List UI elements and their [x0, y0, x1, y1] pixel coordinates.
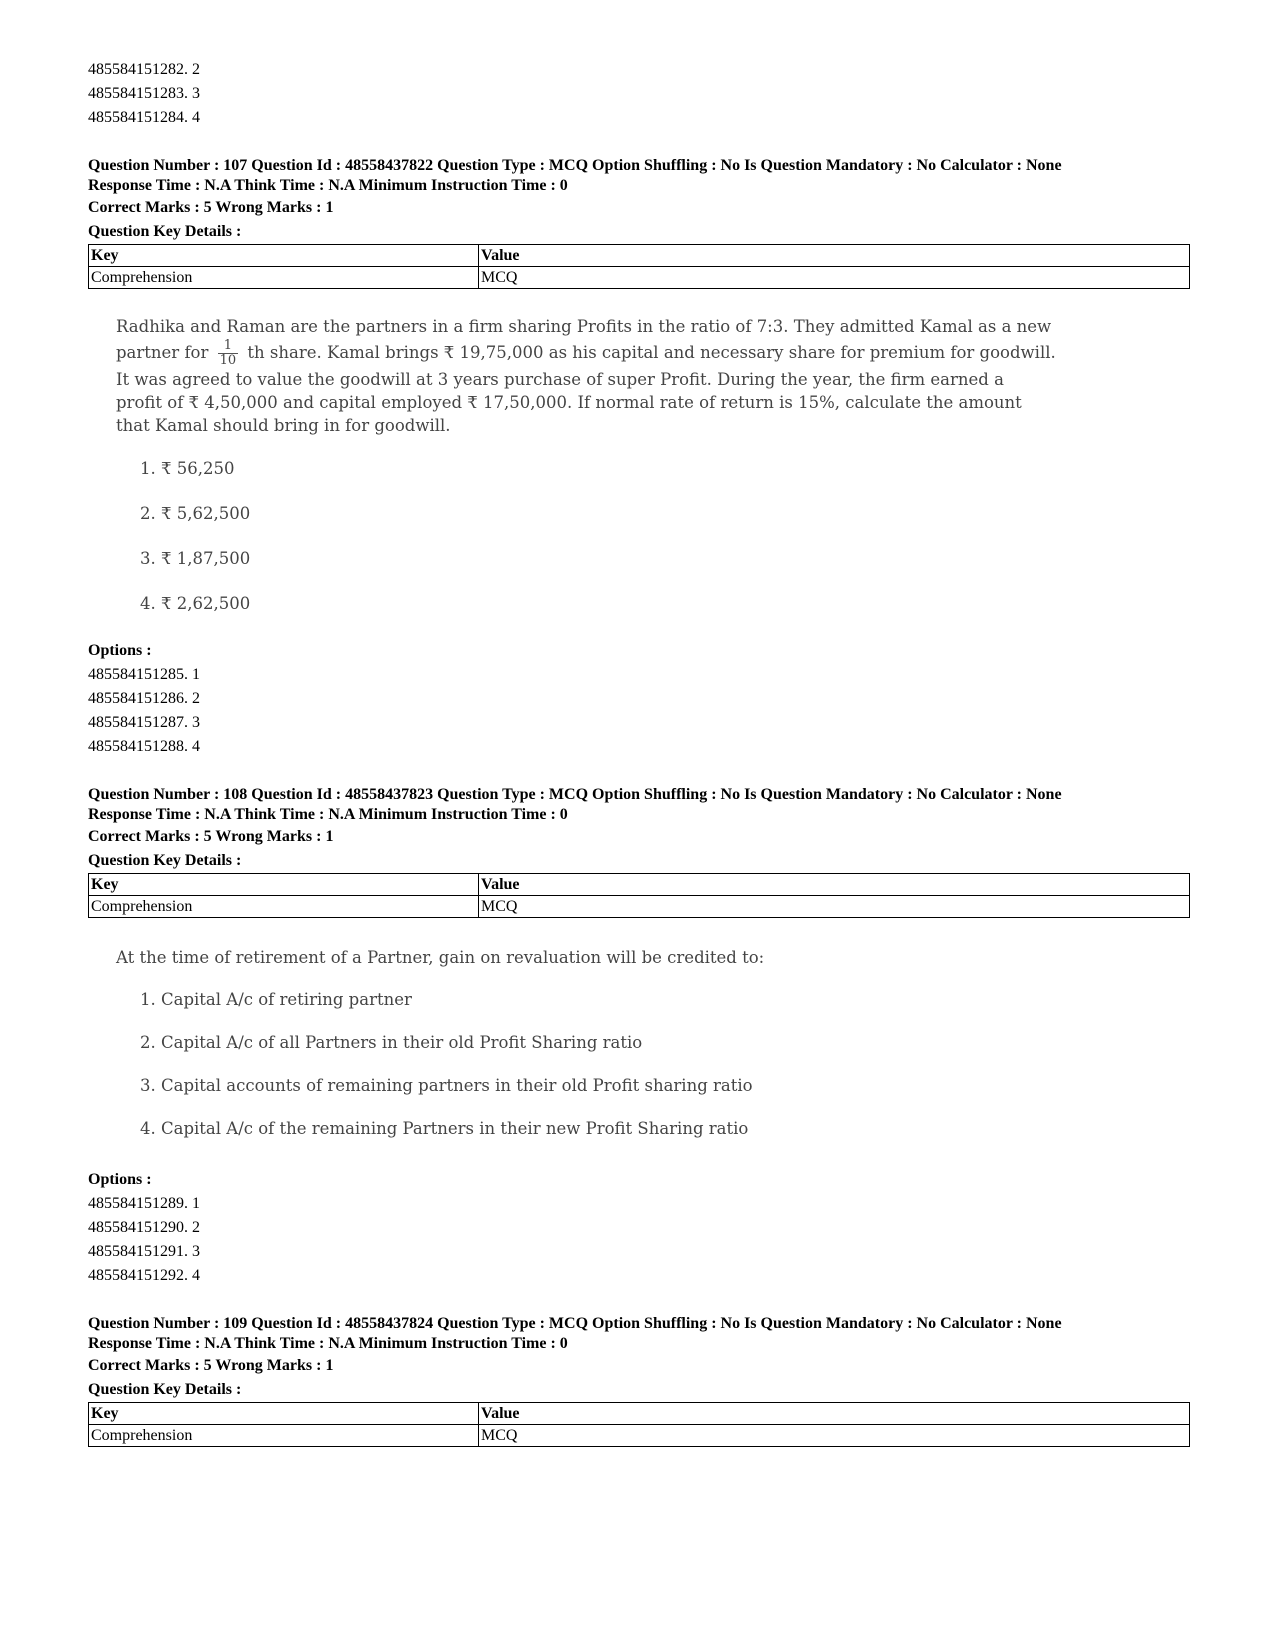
option-line: 485584151292. 4	[88, 1267, 200, 1284]
marks-line: Correct Marks : 5 Wrong Marks : 1	[88, 199, 334, 216]
table-header-value: Value	[479, 874, 1190, 896]
table-cell-key: Comprehension	[89, 896, 479, 918]
key-details-table	[88, 244, 1190, 289]
choice-item: 3. ₹ 1,87,500	[140, 549, 251, 568]
options-label: Options :	[88, 1171, 152, 1188]
table-cell-key: Comprehension	[89, 267, 479, 289]
option-line: 485584151291. 3	[88, 1243, 200, 1260]
fraction	[218, 339, 239, 368]
table-cell-value: MCQ	[479, 896, 1190, 918]
table-header-value: Value	[479, 1403, 1190, 1425]
table-cell-value: MCQ	[479, 267, 1190, 289]
table-header-key: Key	[89, 874, 479, 896]
question-text-line: Radhika and Raman are the partners in a firm sharing Profits in the ratio of 7:3. They admitted Kamal as a new	[116, 317, 1052, 336]
question-block-107	[88, 156, 1188, 759]
option-line: 485584151289. 1	[88, 1195, 200, 1212]
marks-line: Correct Marks : 5 Wrong Marks : 1	[88, 1357, 334, 1374]
question-header-line1: Question Number : 108 Question Id : 48558437823 Question Type : MCQ Option Shuffling : No Is Question Mandatory : No Calculator : None	[88, 786, 1062, 803]
options-label: Options :	[88, 642, 152, 659]
key-details-table	[88, 873, 1190, 918]
question-text-segment: partner for	[116, 343, 209, 362]
question-text-line: that Kamal should bring in for goodwill.	[116, 416, 451, 435]
question-text-line: profit of ₹ 4,50,000 and capital employed ₹ 17,50,000. If normal rate of return is 15%, calculate the amount	[116, 393, 1022, 412]
option-line: 485584151283. 3	[88, 85, 200, 102]
question-text-image	[116, 315, 1188, 615]
question-text-line: It was agreed to value the goodwill at 3 years purchase of super Profit. During the year, the firm earned a	[116, 370, 1004, 389]
previous-options-list	[88, 58, 1188, 130]
key-details-label: Question Key Details :	[88, 852, 242, 869]
question-header-line2: Response Time : N.A Think Time : N.A Minimum Instruction Time : 0	[88, 177, 568, 194]
question-text-line: At the time of retirement of a Partner, gain on revaluation will be credited to:	[116, 948, 765, 967]
question-header-line2: Response Time : N.A Think Time : N.A Minimum Instruction Time : 0	[88, 1335, 568, 1352]
question-text-line	[116, 338, 1188, 368]
question-block-108	[88, 785, 1188, 1288]
option-line: 485584151284. 4	[88, 109, 200, 126]
choice-item: 4. Capital A/c of the remaining Partners in their new Profit Sharing ratio	[140, 1119, 749, 1138]
question-text-image	[116, 946, 1188, 1140]
question-choices	[140, 458, 1188, 615]
question-header-line1: Question Number : 109 Question Id : 48558437824 Question Type : MCQ Option Shuffling : No Is Question Mandatory : No Calculator : None	[88, 1315, 1062, 1332]
option-line: 485584151288. 4	[88, 738, 200, 755]
table-header-key: Key	[89, 1403, 479, 1425]
choice-item: 1. Capital A/c of retiring partner	[140, 990, 412, 1009]
option-line: 485584151285. 1	[88, 666, 200, 683]
option-line: 485584151282. 2	[88, 61, 200, 78]
option-line: 485584151287. 3	[88, 714, 200, 731]
key-details-label: Question Key Details :	[88, 1381, 242, 1398]
table-cell-key: Comprehension	[89, 1425, 479, 1447]
question-choices	[140, 989, 1188, 1140]
choice-item: 2. ₹ 5,62,500	[140, 504, 251, 523]
choice-item: 3. Capital accounts of remaining partners in their old Profit sharing ratio	[140, 1076, 753, 1095]
key-details-label: Question Key Details :	[88, 223, 242, 240]
table-cell-value: MCQ	[479, 1425, 1190, 1447]
table-header-key: Key	[89, 245, 479, 267]
choice-item: 1. ₹ 56,250	[140, 459, 235, 478]
choice-item: 2. Capital A/c of all Partners in their old Profit Sharing ratio	[140, 1033, 643, 1052]
fraction-numerator: 1	[218, 339, 239, 354]
question-header-line2: Response Time : N.A Think Time : N.A Minimum Instruction Time : 0	[88, 806, 568, 823]
document-page	[88, 58, 1188, 1447]
option-line: 485584151286. 2	[88, 690, 200, 707]
question-text-segment: th share. Kamal brings ₹ 19,75,000 as his capital and necessary share for premium for goodwill.	[247, 343, 1056, 362]
fraction-denominator: 10	[219, 353, 237, 368]
table-header-value: Value	[479, 245, 1190, 267]
option-line: 485584151290. 2	[88, 1219, 200, 1236]
question-block-109	[88, 1314, 1188, 1447]
key-details-table	[88, 1402, 1190, 1447]
choice-item: 4. ₹ 2,62,500	[140, 594, 251, 613]
question-header-line1: Question Number : 107 Question Id : 48558437822 Question Type : MCQ Option Shuffling : No Is Question Mandatory : No Calculator : None	[88, 157, 1062, 174]
marks-line: Correct Marks : 5 Wrong Marks : 1	[88, 828, 334, 845]
